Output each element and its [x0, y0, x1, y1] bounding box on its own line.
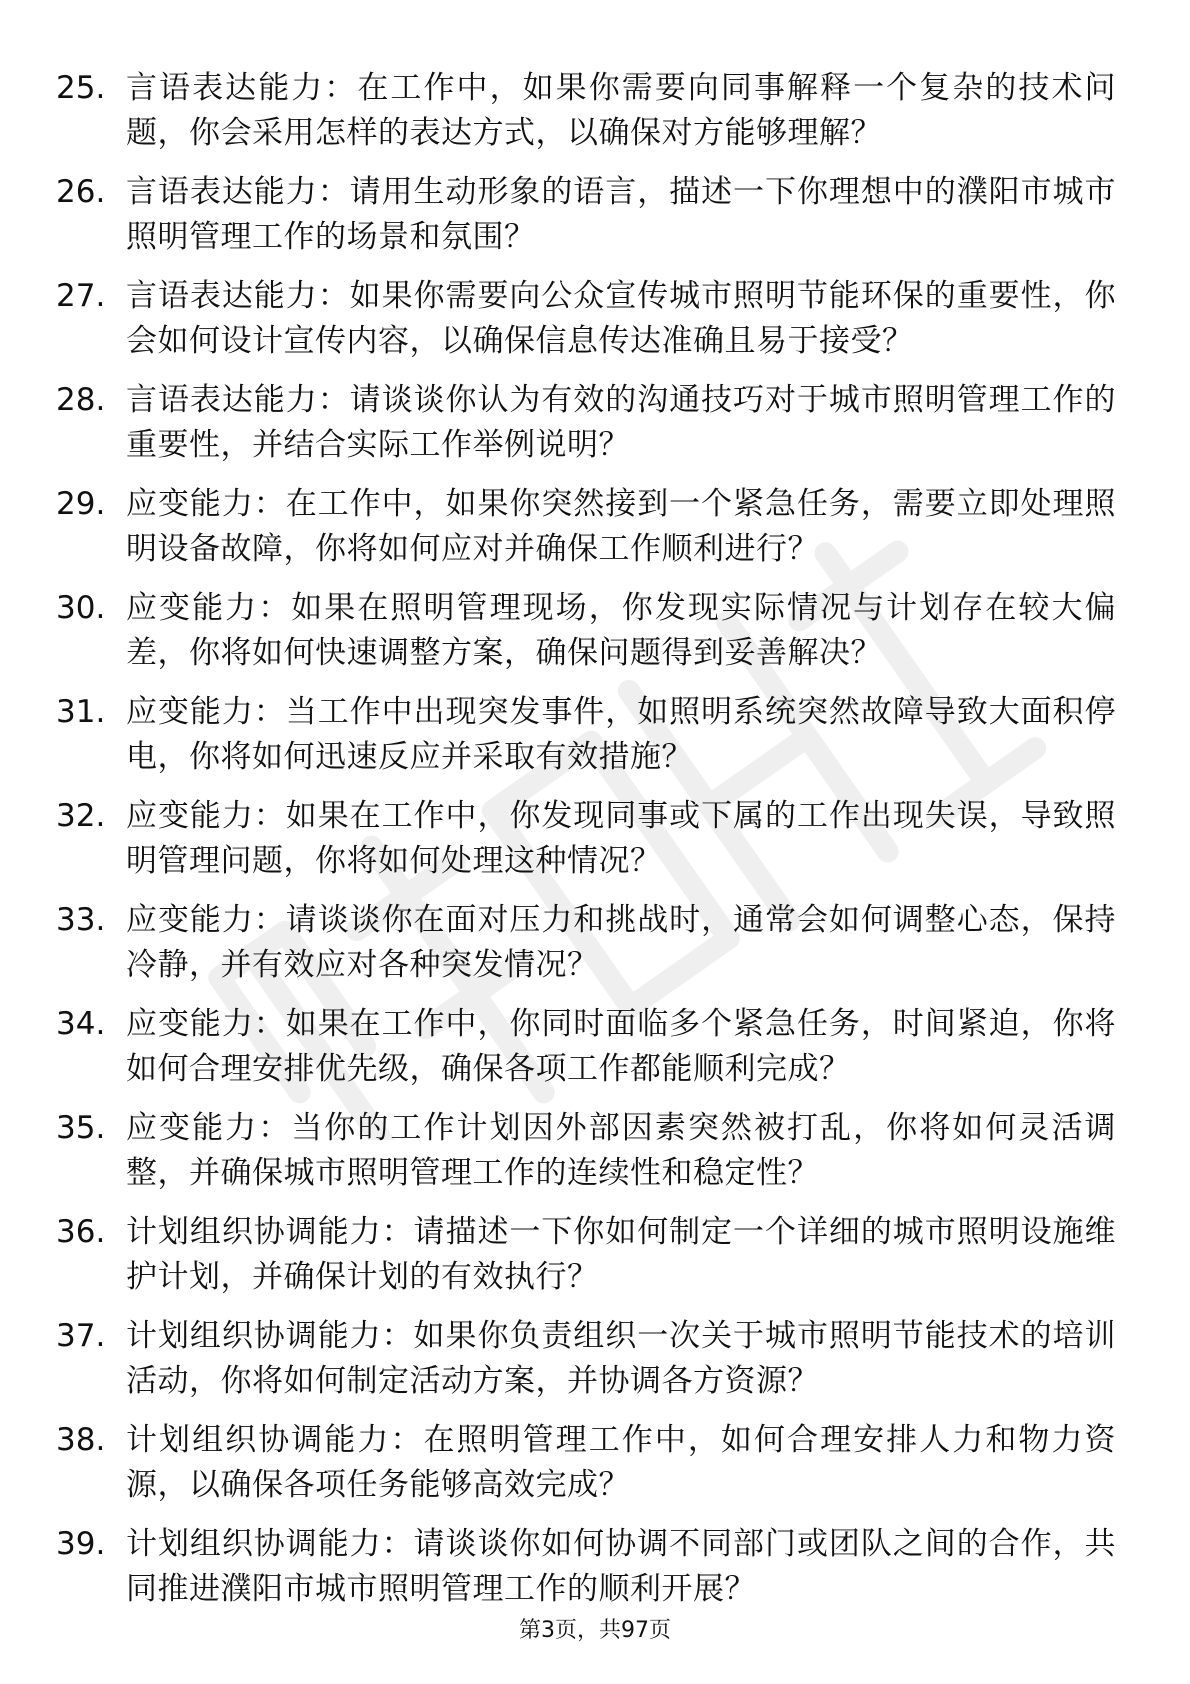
question-number: 39. — [56, 1526, 106, 1562]
question-text: 应变能力：请谈谈你在面对压力和挑战时，通常会如何调整心态，保持冷静，并有效应对各种突发情况？ — [126, 902, 1116, 983]
question-text: 计划组织协调能力：在照明管理工作中，如何合理安排人力和物力资源，以确保各项任务能够高效完成？ — [126, 1422, 1116, 1503]
question-item — [56, 66, 1116, 170]
question-text: 应变能力：当你的工作计划因外部因素突然被打乱，你将如何灵活调整，并确保城市照明管理工作的连续性和稳定性？ — [126, 1110, 1116, 1191]
question-text: 言语表达能力：在工作中，如果你需要向同事解释一个复杂的技术问题，你会采用怎样的表达方式，以确保对方能够理解？ — [126, 70, 1116, 151]
question-text: 应变能力：如果在工作中，你同时面临多个紧急任务，时间紧迫，你将如何合理安排优先级，确保各项工作都能顺利完成？ — [126, 1006, 1116, 1087]
question-item — [56, 1210, 1116, 1314]
question-item — [56, 1106, 1116, 1210]
question-item — [56, 690, 1116, 794]
question-text: 应变能力：如果在照明管理现场，你发现实际情况与计划存在较大偏差，你将如何快速调整方案，确保问题得到妥善解决？ — [126, 590, 1116, 671]
question-text: 应变能力：当工作中出现突发事件，如照明系统突然故障导致大面积停电，你将如何迅速反应并采取有效措施？ — [126, 694, 1116, 775]
question-number: 35. — [56, 1110, 106, 1146]
question-number: 31. — [56, 694, 106, 730]
question-item — [56, 378, 1116, 482]
question-item — [56, 1418, 1116, 1522]
page-footer — [0, 1616, 1190, 1646]
question-number: 25. — [56, 70, 106, 106]
question-item — [56, 898, 1116, 1002]
question-number: 26. — [56, 174, 106, 210]
question-number: 30. — [56, 590, 106, 626]
question-item — [56, 274, 1116, 378]
question-item — [56, 482, 1116, 586]
question-text: 计划组织协调能力：请描述一下你如何制定一个详细的城市照明设施维护计划，并确保计划的有效执行？ — [126, 1214, 1116, 1295]
question-item — [56, 1002, 1116, 1106]
question-text: 计划组织协调能力：如果你负责组织一次关于城市照明节能技术的培训活动，你将如何制定活动方案，并协调各方资源？ — [126, 1318, 1116, 1399]
question-list — [56, 66, 1116, 1626]
question-item — [56, 794, 1116, 898]
question-number: 33. — [56, 902, 106, 938]
question-text: 言语表达能力：如果你需要向公众宣传城市照明节能环保的重要性，你会如何设计宣传内容，以确保信息传达准确且易于接受？ — [126, 278, 1116, 359]
page-number: 第3页，共97页 — [519, 1618, 671, 1643]
question-text: 应变能力：如果在工作中，你发现同事或下属的工作出现失误，导致照明管理问题，你将如何处理这种情况？ — [126, 798, 1116, 879]
question-text: 言语表达能力：请谈谈你认为有效的沟通技巧对于城市照明管理工作的重要性，并结合实际工作举例说明？ — [126, 382, 1116, 463]
question-item — [56, 586, 1116, 690]
question-text: 应变能力：在工作中，如果你突然接到一个紧急任务，需要立即处理照明设备故障，你将如何应对并确保工作顺利进行？ — [126, 486, 1116, 567]
question-item — [56, 1522, 1116, 1626]
question-number: 34. — [56, 1006, 106, 1042]
question-number: 27. — [56, 278, 106, 314]
question-number: 32. — [56, 798, 106, 834]
question-text: 言语表达能力：请用生动形象的语言，描述一下你理想中的濮阳市城市照明管理工作的场景和氛围？ — [126, 174, 1116, 255]
question-number: 28. — [56, 382, 106, 418]
question-item — [56, 1314, 1116, 1418]
question-item — [56, 170, 1116, 274]
question-number: 29. — [56, 486, 106, 522]
question-number: 37. — [56, 1318, 106, 1354]
question-text: 计划组织协调能力：请谈谈你如何协调不同部门或团队之间的合作，共同推进濮阳市城市照明管理工作的顺利开展？ — [126, 1526, 1116, 1607]
question-number: 38. — [56, 1422, 106, 1458]
question-number: 36. — [56, 1214, 106, 1250]
